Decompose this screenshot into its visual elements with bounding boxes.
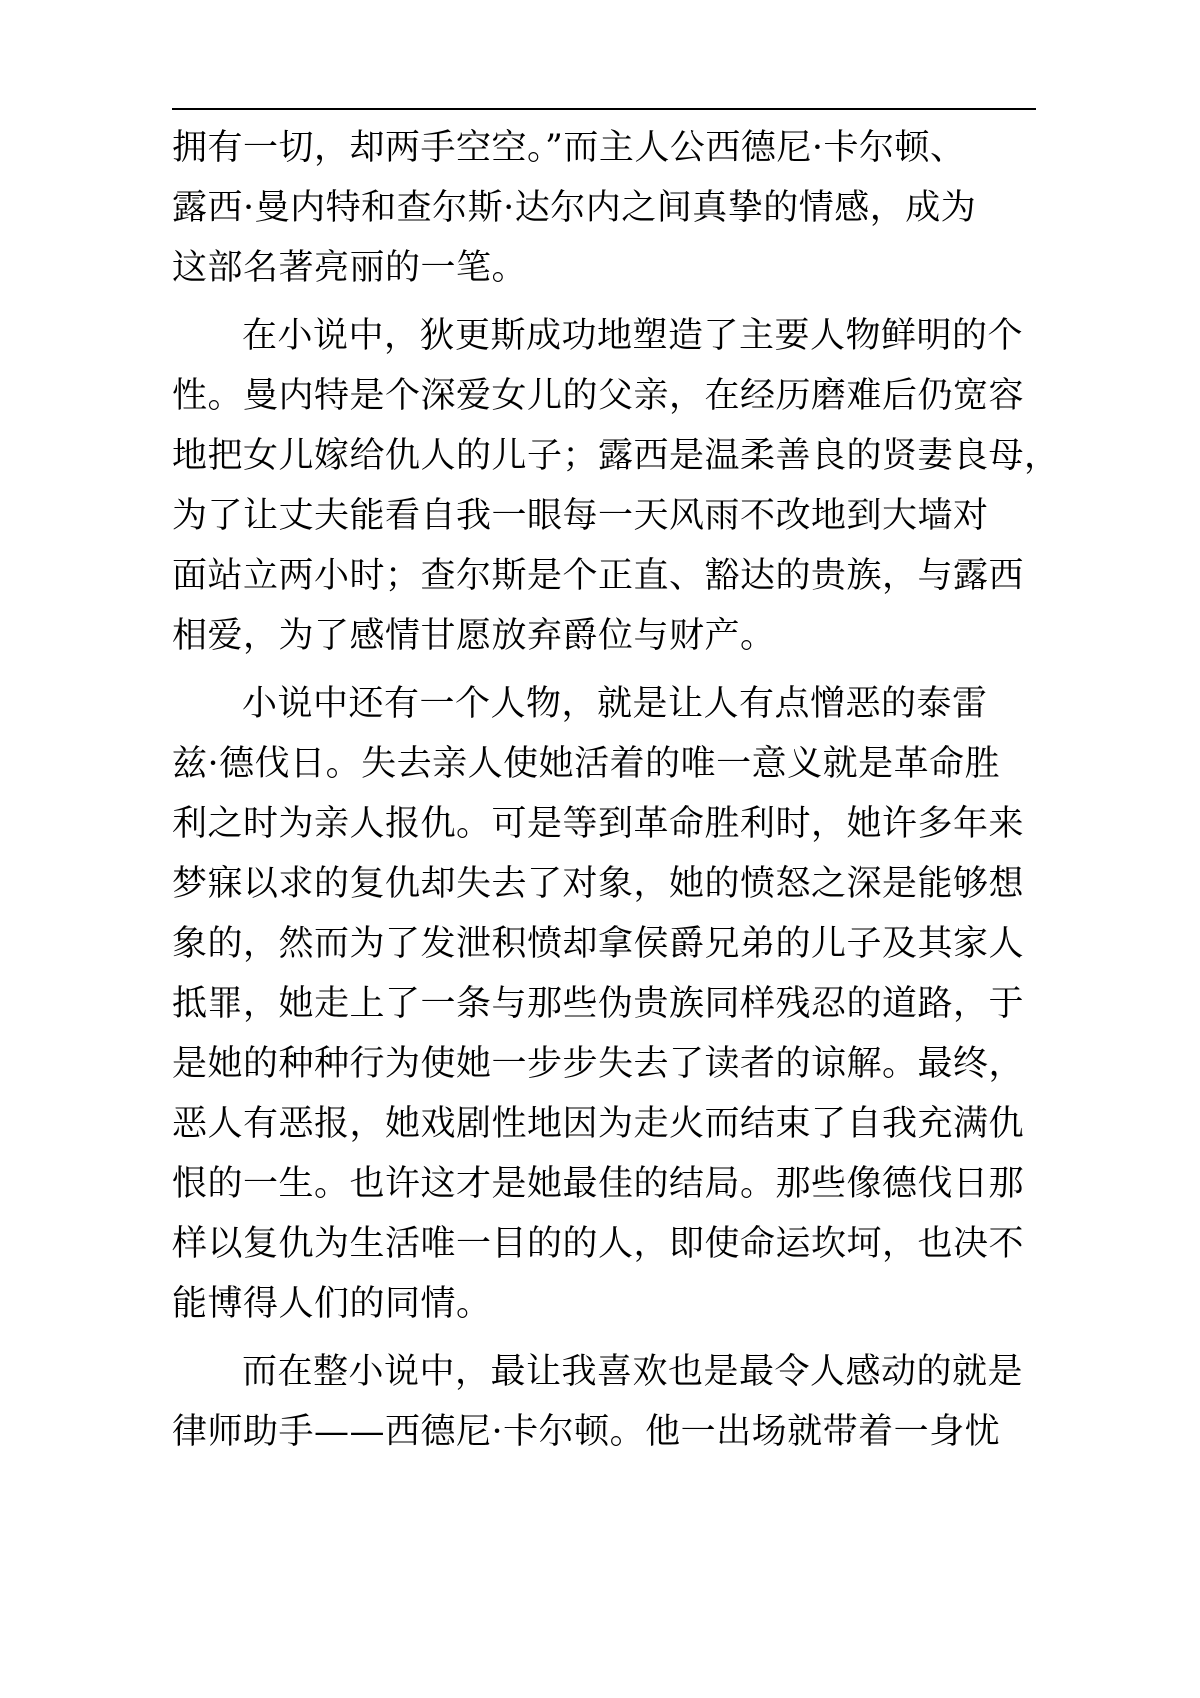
text-line: 象的，然而为了发泄积愤却拿侯爵兄弟的儿子及其家人 [172, 924, 1025, 964]
text-line: 利之时为亲人报仇。可是等到革命胜利时，她许多年来 [172, 804, 1025, 844]
text-line: 地把女儿嫁给仇人的儿子；露西是温柔善良的贤妻良母， [172, 436, 1060, 476]
text-line: 兹·德伐日。失去亲人使她活着的唯一意义就是革命胜 [172, 744, 1001, 784]
text-line: 为了让丈夫能看自我一眼每一天风雨不改地到大墙对 [172, 496, 989, 536]
text-line: 是她的种种行为使她一步步失去了读者的谅解。最终， [172, 1044, 1025, 1084]
header-rule [172, 108, 1036, 110]
paragraph-first-line: 而在整小说中，最让我喜欢也是最令人感动的就是 [242, 1352, 1024, 1392]
text-line: 梦寐以求的复仇却失去了对象，她的愤怒之深是能够想 [172, 864, 1025, 904]
text-line: 恨的一生。也许这才是她最佳的结局。那些像德伐日那 [172, 1164, 1025, 1204]
text-line: 拥有一切，却两手空空。”而主人公西德尼·卡尔顿、 [172, 128, 966, 168]
text-line: 律师助手——西德尼·卡尔顿。他一出场就带着一身忧 [172, 1412, 1001, 1452]
paragraph-first-line: 在小说中，狄更斯成功地塑造了主要人物鲜明的个 [242, 316, 1024, 356]
text-line: 露西·曼内特和查尔斯·达尔内之间真挚的情感，成为 [172, 188, 977, 228]
text-line: 样以复仇为生活唯一目的的人，即使命运坎坷，也决不 [172, 1224, 1025, 1264]
text-line: 相爱，为了感情甘愿放弃爵位与财产。 [172, 616, 776, 656]
text-line: 恶人有恶报，她戏剧性地因为走火而结束了自我充满仇 [172, 1104, 1025, 1144]
text-line: 面站立两小时；查尔斯是个正直、豁达的贵族，与露西 [172, 556, 1025, 596]
paragraph-first-line: 小说中还有一个人物，就是让人有点憎恶的泰雷 [242, 684, 988, 724]
text-line: 抵罪，她走上了一条与那些伪贵族同样残忍的道路，于 [172, 984, 1025, 1024]
text-line: 性。曼内特是个深爱女儿的父亲，在经历磨难后仍宽容 [172, 376, 1025, 416]
text-line: 这部名著亮丽的一笔。 [172, 248, 528, 288]
text-line: 能博得人们的同情。 [172, 1284, 492, 1324]
